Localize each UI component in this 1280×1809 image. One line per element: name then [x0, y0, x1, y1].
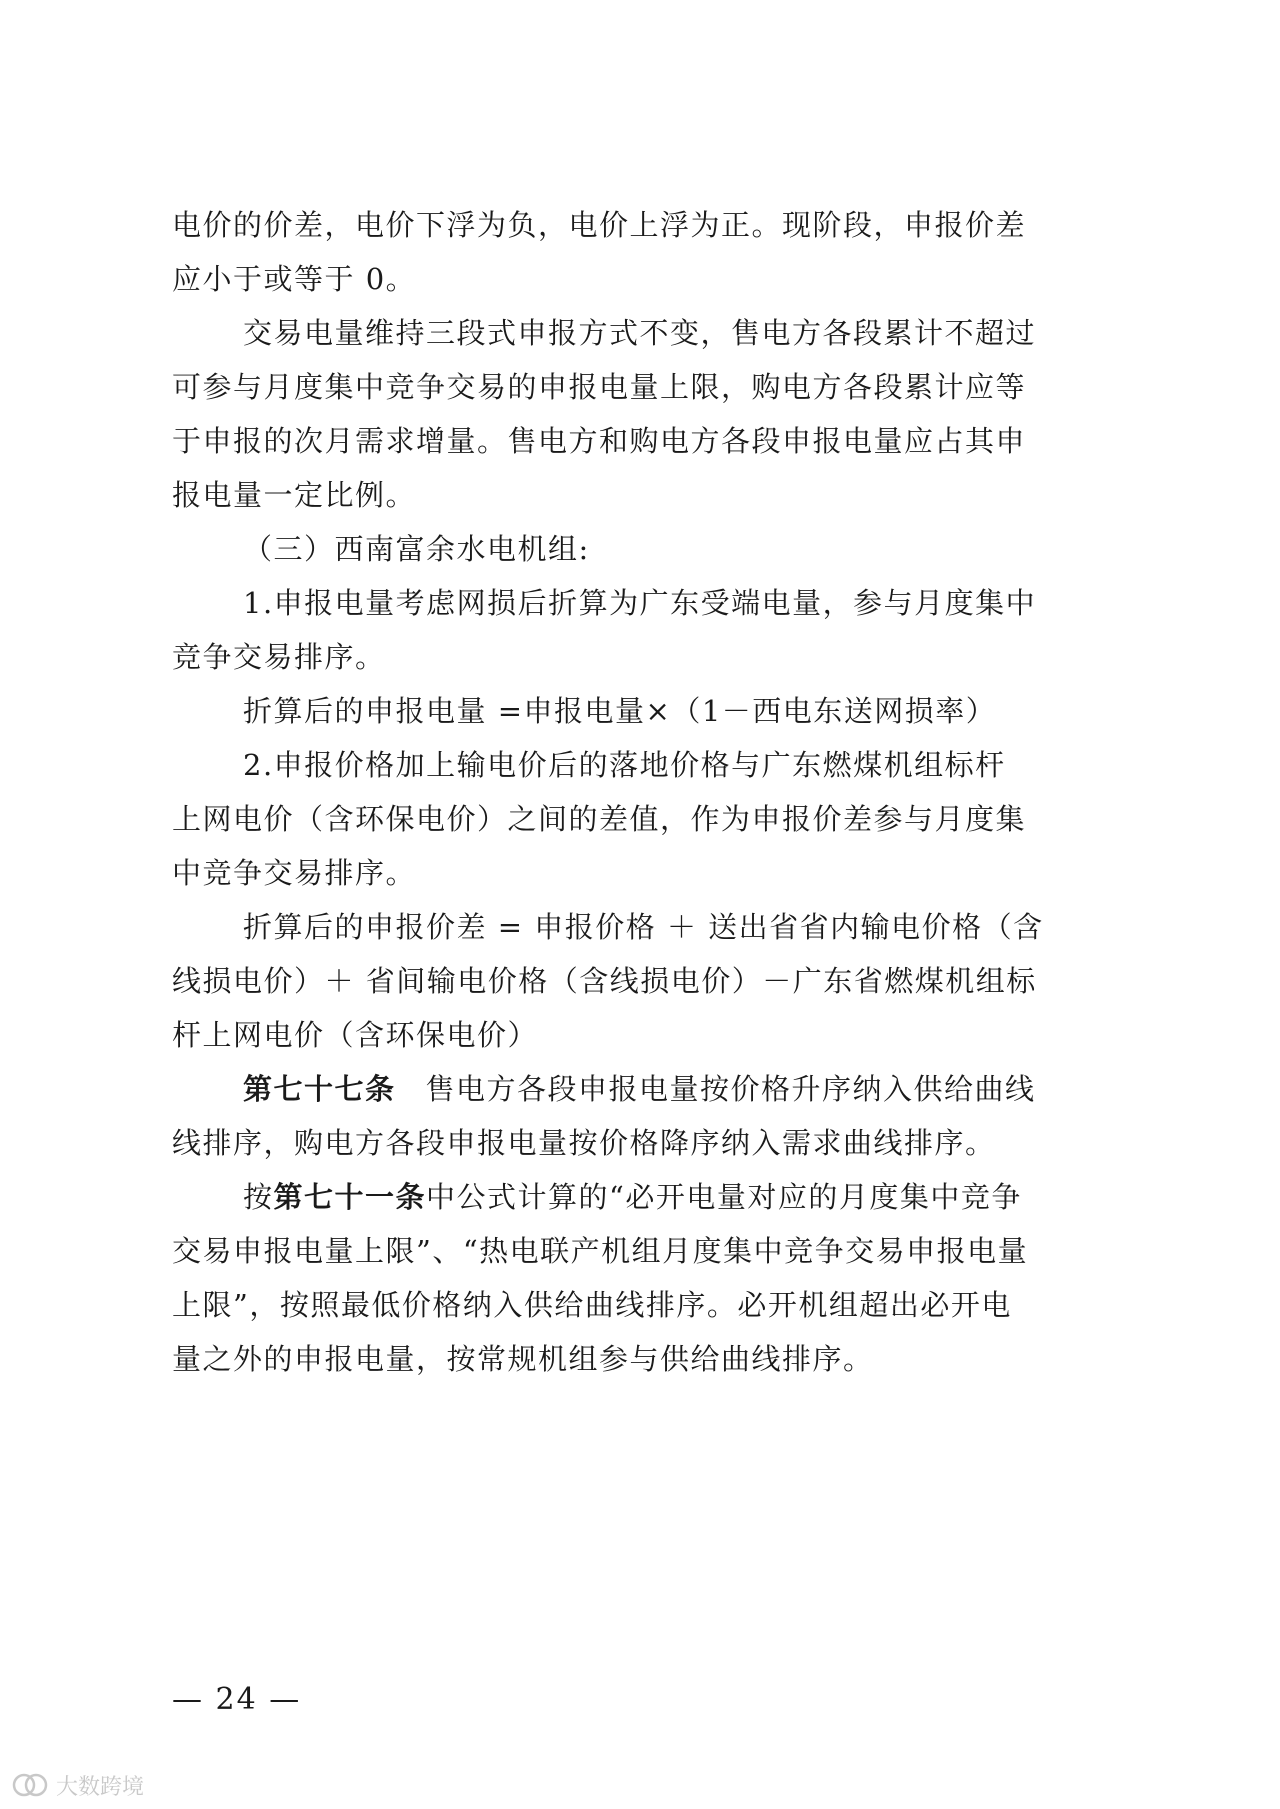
formula-line: 折算后的申报电量 =申报电量×（1－西电东送网损率） — [243, 694, 997, 728]
text-line: 上网电价（含环保电价）之间的差值，作为申报价差参与月度集 — [172, 802, 1027, 836]
text-line: 竞争交易排序。 — [172, 640, 386, 674]
formula-line: 杆上网电价（含环保电价） — [172, 1018, 539, 1052]
text-line: 应小于或等于 0。 — [172, 262, 417, 296]
text-line: 交易电量维持三段式申报方式不变，售电方各段累计不超过 — [243, 316, 1037, 350]
section-heading: （三）西南富余水电机组: — [243, 532, 590, 566]
article-71-ref: 第七十一条 — [273, 1180, 427, 1214]
text-line: 电价的价差，电价下浮为负，电价上浮为正。现阶段，申报价差 — [172, 208, 1027, 242]
watermark — [10, 1768, 144, 1802]
formula-line: 折算后的申报价差 = 申报价格 ＋ 送出省省内输电价格（含 — [243, 910, 1044, 944]
page-number: — 24 — — [172, 1682, 302, 1717]
text-line: 上限”，按照最低价格纳入供给曲线排序。必开机组超出必开电 — [172, 1288, 1012, 1322]
text-line: 报电量一定比例。 — [172, 478, 417, 512]
text-line: 中竞争交易排序。 — [172, 856, 417, 890]
brand-logo-icon — [10, 1771, 50, 1799]
article-77-text: 售电方各段申报电量按价格升序纳入供给曲线 — [425, 1072, 1036, 1106]
article-71-line — [243, 1177, 1133, 1217]
article-71-prefix: 按 — [243, 1180, 274, 1214]
article-77-line — [243, 1069, 1133, 1109]
watermark-text: 大数跨境 — [56, 1774, 145, 1800]
article-77-title: 第七十七条 — [243, 1072, 396, 1106]
text-line: 于申报的次月需求增量。售电方和购电方各段申报电量应占其申 — [172, 424, 1027, 458]
text-line: 可参与月度集中竞争交易的申报电量上限，购电方各段累计应等 — [172, 370, 1027, 404]
text-line: 量之外的申报电量，按常规机组参与供给曲线排序。 — [172, 1342, 874, 1376]
text-line: 2.申报价格加上输电价后的落地价格与广东燃煤机组标杆 — [243, 748, 1006, 782]
text-line: 1.申报电量考虑网损后折算为广东受端电量，参与月度集中 — [243, 586, 1037, 620]
formula-line: 线损电价）＋ 省间输电价格（含线损电价）－广东省燃煤机组标 — [172, 964, 1037, 998]
article-71-text: 中公式计算的“必开电量对应的月度集中竞争 — [426, 1180, 1022, 1214]
text-line: 交易申报电量上限”、“热电联产机组月度集中竞争交易申报电量 — [172, 1234, 1029, 1268]
text-line: 线排序，购电方各段申报电量按价格降序纳入需求曲线排序。 — [172, 1126, 996, 1160]
